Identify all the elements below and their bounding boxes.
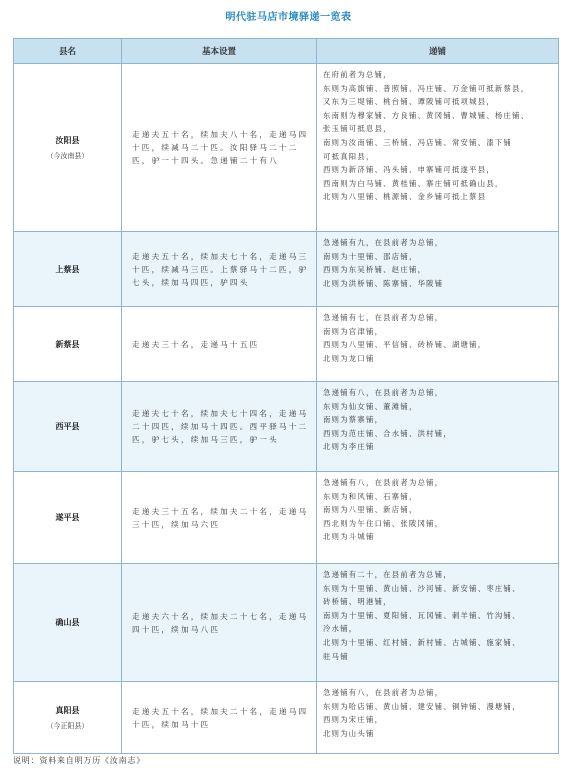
- posts-line: 西北则为午住口铺、张陂冈铺，: [323, 518, 444, 528]
- posts-line: 北则为八里铺、桃源铺、金乡铺可抵上蔡县: [323, 192, 487, 202]
- posts-cell: [317, 472, 559, 564]
- county-cell: [14, 472, 122, 564]
- setup-cell: 走递夫七十名，续加夫七十四名，走递马二十四匹，续加马十四匹。西平驿马十二匹，驴七头，续加马三匹，驴一头: [122, 382, 317, 472]
- posts-line: 张玉铺可抵息县，: [323, 124, 392, 134]
- posts-line: 南则为十里铺、邵店铺，: [323, 251, 418, 261]
- posts-line: 东则为十里铺、黄山铺、沙河铺、新安铺、枣庄铺、: [323, 583, 521, 593]
- county-note: （今正阳县）: [46, 721, 89, 730]
- posts-line: 南则为蔡寨铺，: [323, 415, 384, 425]
- posts-line: 驻马铺: [323, 651, 349, 661]
- county-name: 遂平县: [55, 513, 80, 522]
- table-row: [14, 232, 559, 307]
- posts-cell: [317, 382, 559, 472]
- county-name: 西平县: [55, 422, 80, 431]
- table-row: [14, 564, 559, 682]
- table-row: [14, 472, 559, 564]
- posts-line: 砖桥铺、明港铺，: [323, 597, 392, 607]
- setup-cell: 走递夫三十名，走递马十五匹: [122, 307, 317, 382]
- table-title: 明代驻马店市境驿递一览表: [225, 12, 352, 23]
- header-setup: 基本设置: [122, 39, 317, 64]
- table-row: [14, 382, 559, 472]
- posts-line: 北则为十里铺、红村铺、新村铺、古城铺、施家铺、: [323, 637, 521, 647]
- county-name: 确山县: [55, 618, 80, 627]
- posts-line: 东则为哈店铺、黄山铺、建安铺、铜钟铺、漫塘铺，: [323, 701, 521, 711]
- posts-line: 急递铺有九，在县前者为总铺，: [323, 238, 444, 247]
- posts-line: 西则为范庄铺、合水铺、洪村铺，: [323, 428, 452, 438]
- posts-line: 急递铺有八，在县前者为总铺，: [323, 688, 444, 697]
- posts-line: 南则为汝南铺、三桥铺、冯店铺、常安铺、漆下铺: [323, 137, 513, 147]
- posts-line: 南则为八里铺、新店铺，: [323, 505, 418, 515]
- posts-line: 可抵真阳县，: [323, 151, 375, 161]
- posts-cell: [317, 64, 559, 232]
- posts-line: 东则为和风铺、石寨铺，: [323, 491, 418, 501]
- posts-line: 西南则为白马铺、黄桂铺、寨庄铺可抵确山县，: [323, 178, 504, 188]
- county-cell: [14, 232, 122, 307]
- county-cell: [14, 564, 122, 682]
- posts-line: 东则为仙女铺、董滩铺，: [323, 401, 418, 411]
- table-row: [14, 682, 559, 754]
- posts-line: 北则为洪桥铺、陈寨铺、华陂铺: [323, 278, 444, 288]
- posts-line: 西则为宋庄铺，: [323, 715, 384, 725]
- setup-cell: 走递夫五十名，续加夫七十名，走递马三十匹，续减马三匹。上蔡驿马十二匹，驴七头，续加马四匹，驴四头: [122, 232, 317, 307]
- posts-line: 西则为东吴桥铺、赵庄铺，: [323, 265, 427, 275]
- posts-cell: [317, 564, 559, 682]
- county-cell: [14, 307, 122, 382]
- posts-line: 东则为高旗铺、普照铺、冯庄铺、万金铺可抵新蔡县，: [323, 83, 530, 93]
- county-name: 真阳县: [55, 705, 80, 715]
- header-row: [14, 39, 559, 64]
- posts-line: 北则为龙口铺: [323, 353, 375, 363]
- county-cell: [14, 682, 122, 754]
- posts-line: 西则为八里铺、平信铺、砖桥铺、湖塘铺，: [323, 340, 487, 350]
- setup-cell: 走递夫五十名，续加夫二十名，走递马四十匹，续加马十匹: [122, 682, 317, 754]
- setup-cell: 走递夫五十名，续加夫八十名，走递马四十匹，续减马二十匹。汝阳驿马二十二匹，驴一十四头。急递铺二十有八: [122, 64, 317, 232]
- posts-line: 南则为官津铺，: [323, 326, 384, 336]
- posts-line: 急递铺有二十，在县前者为总铺，: [323, 570, 452, 579]
- posts-cell: [317, 232, 559, 307]
- posts-line: 北则为李庄铺: [323, 442, 375, 452]
- posts-line: 急递铺有八，在县前者为总铺，: [323, 478, 444, 487]
- setup-cell: 走递夫三十五名，续加夫二十名，走递马三十匹，续加马六匹: [122, 472, 317, 564]
- posts-line: 在府前者为总铺，: [323, 70, 392, 79]
- county-note: （今汝南县）: [46, 151, 89, 160]
- posts-line: 北则为斗城铺: [323, 532, 375, 542]
- posts-line: 冷水铺，: [323, 624, 358, 634]
- county-name: 新蔡县: [55, 339, 80, 349]
- table-row: [14, 307, 559, 382]
- posts-line: 北则为山头铺: [323, 728, 375, 738]
- posts-line: 东南则为穆家铺、方良铺、黄冈铺、曹城铺、杨庄铺、: [323, 110, 530, 120]
- county-name: 上蔡县: [55, 264, 80, 274]
- posts-cell: [317, 307, 559, 382]
- header-county: 县名: [14, 39, 122, 64]
- posts-line: 南则为十里铺、夏阳铺、瓦冈铺、刺羊铺、竹沟铺、: [323, 610, 521, 620]
- county-name: 汝阳县: [55, 135, 80, 145]
- header-posts: 递铺: [317, 39, 559, 64]
- posts-line: 急递铺有八，在县前者为总铺，: [323, 388, 444, 397]
- posts-line: 急递铺有七，在县前者为总铺，: [323, 313, 444, 322]
- source-footnote: 说明：资料来自明万历《汝南志》: [13, 756, 145, 765]
- county-cell: [14, 382, 122, 472]
- county-cell: [14, 64, 122, 232]
- table-row: [14, 64, 559, 232]
- posts-line: 又东为三堤铺、桃台铺、谭陂铺可抵项城县，: [323, 97, 495, 107]
- setup-cell: 走递夫六十名，续加夫二十七名，走递马四十匹，续加马八匹: [122, 564, 317, 682]
- relay-table: [13, 38, 559, 754]
- posts-line: 西则为新济铺、冯头铺、申寨铺可抵遂平县，: [323, 165, 495, 175]
- posts-cell: [317, 682, 559, 754]
